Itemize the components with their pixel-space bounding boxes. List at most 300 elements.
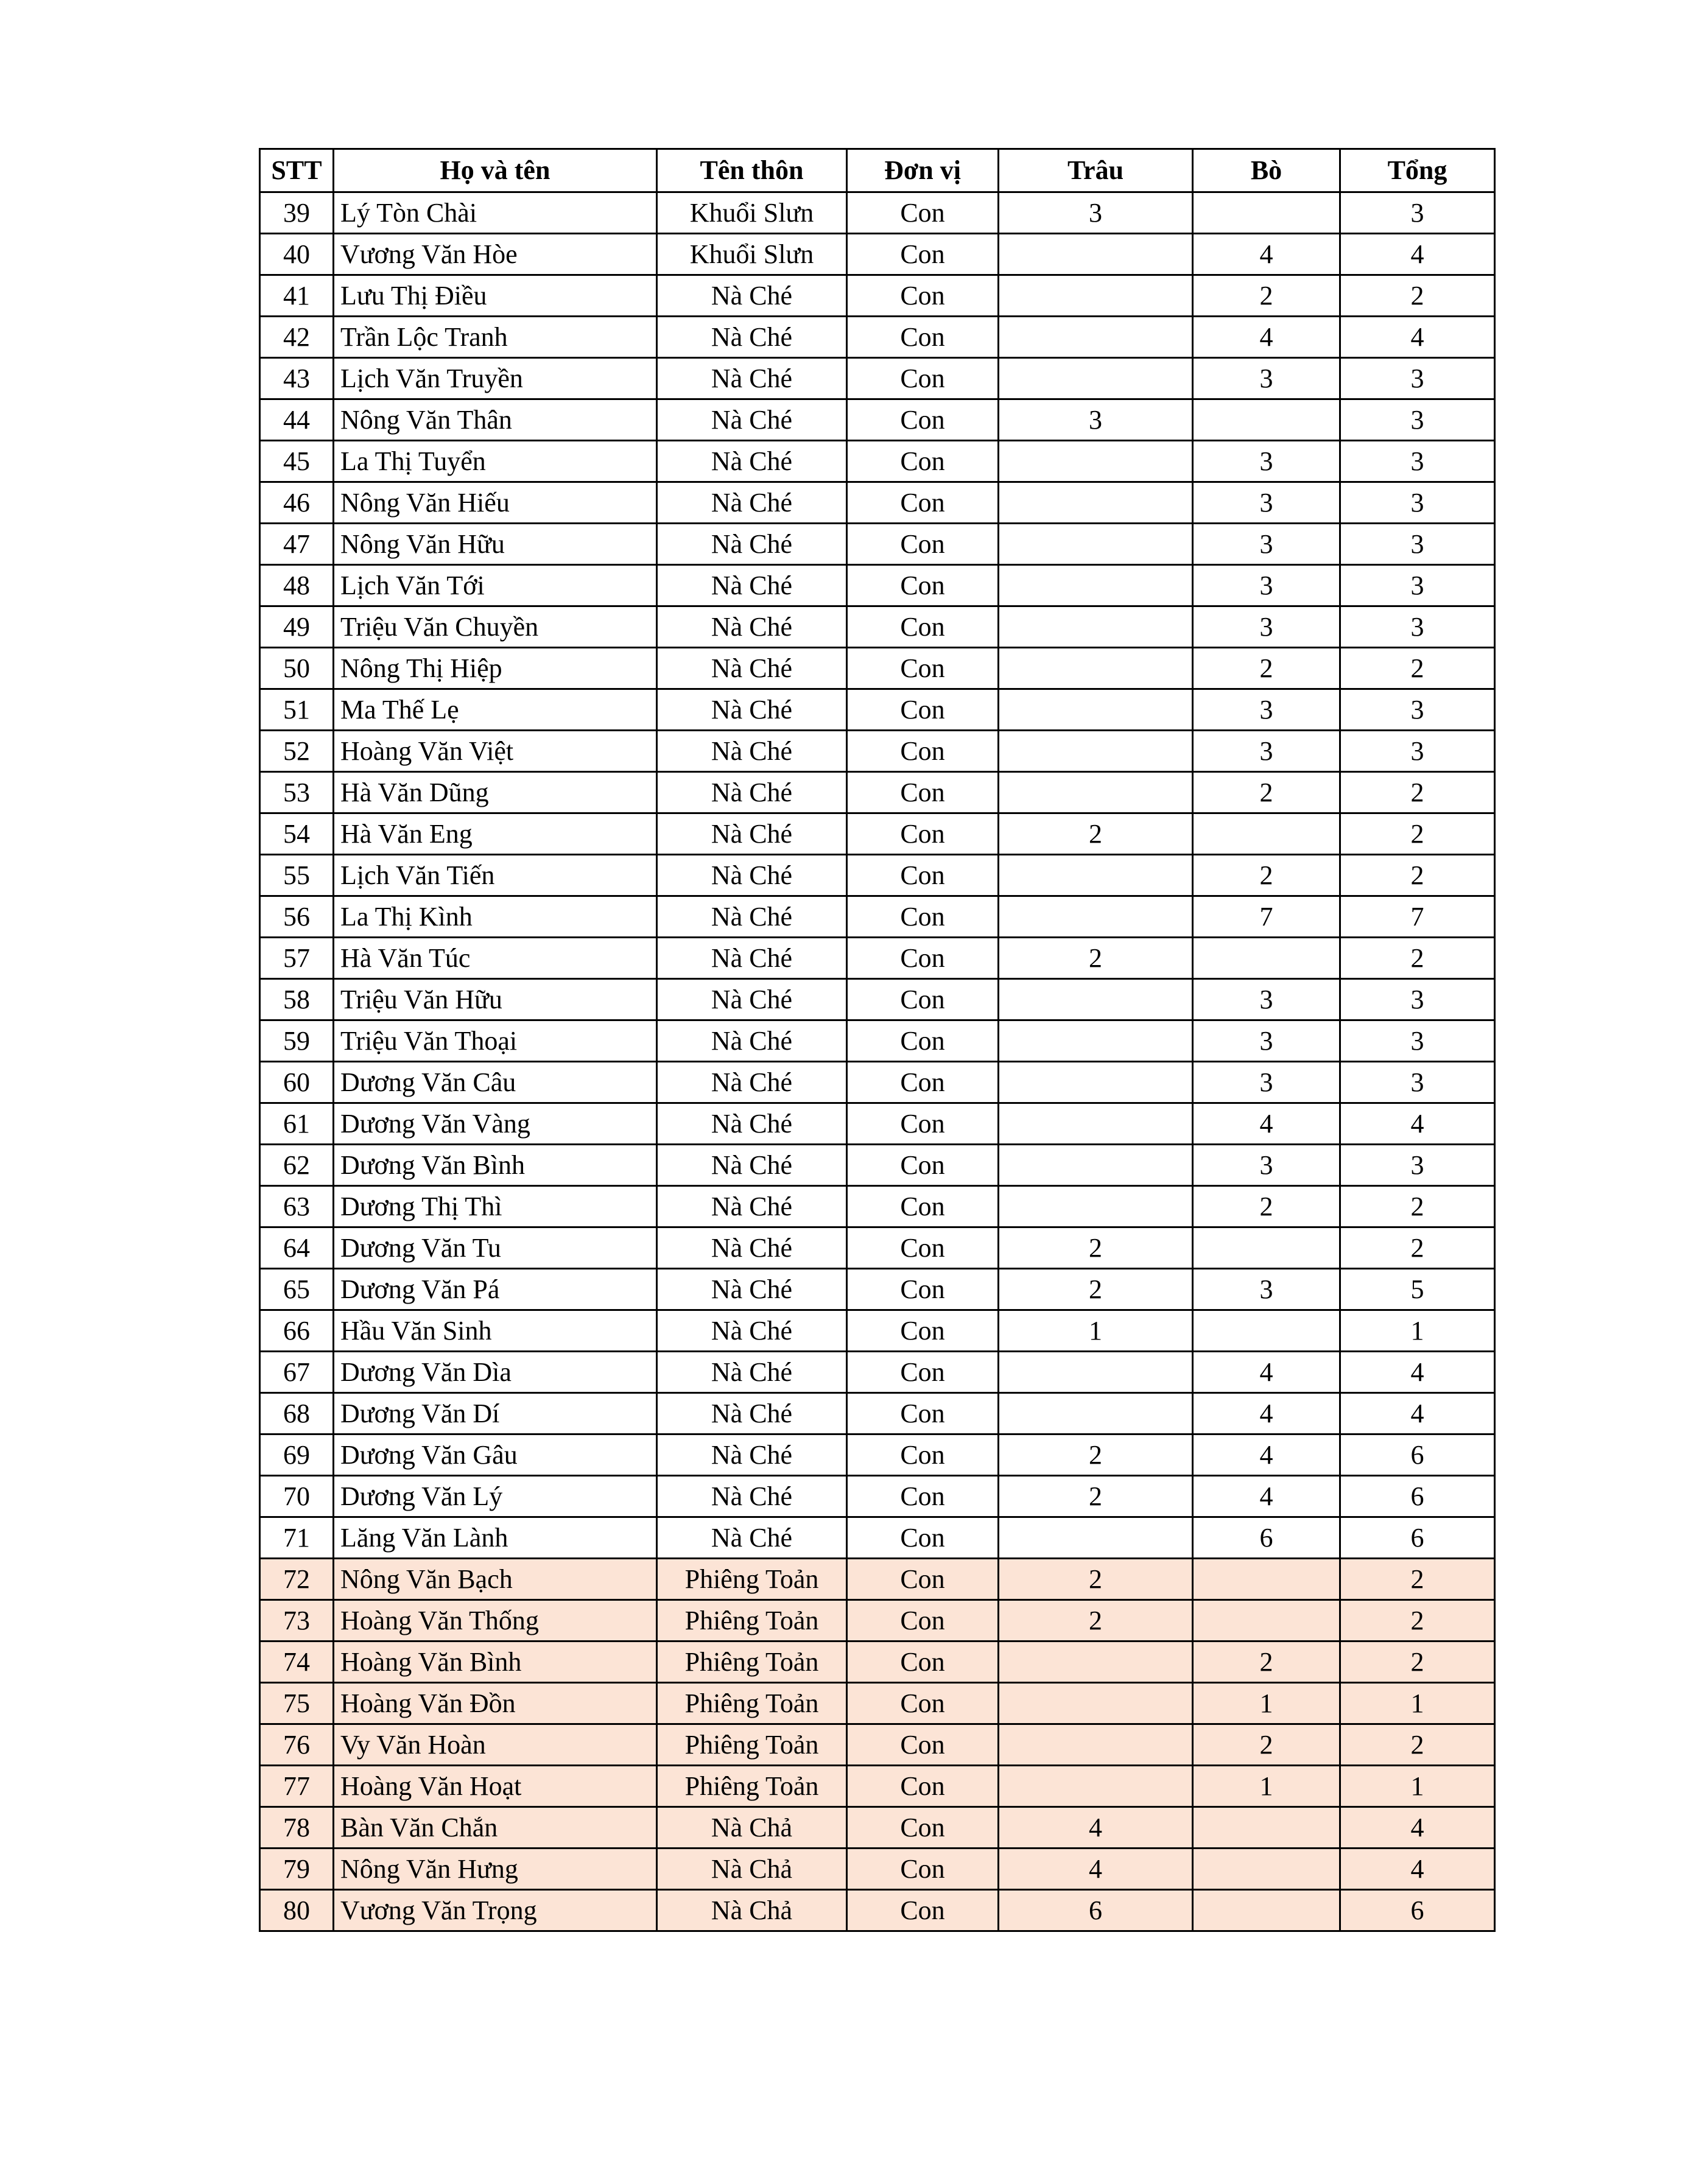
table-row (260, 1642, 1495, 1683)
cell-cow: 2 (1193, 1186, 1340, 1227)
cell-name: Lăng Văn Lành (334, 1517, 657, 1559)
table-row (260, 1600, 1495, 1642)
cell-buffalo: 4 (999, 1849, 1193, 1890)
cell-name: Dương Văn Pá (334, 1269, 657, 1310)
cell-village: Nà Ché (657, 1145, 847, 1186)
cell-total: 4 (1340, 317, 1495, 358)
cell-name: Lý Tòn Chài (334, 192, 657, 234)
cell-stt: 62 (260, 1145, 334, 1186)
cell-village: Nà Ché (657, 275, 847, 317)
cell-name: Hoàng Văn Hoạt (334, 1766, 657, 1807)
cell-village: Khuổi Slưn (657, 192, 847, 234)
cell-unit: Con (847, 1849, 999, 1890)
cell-total: 7 (1340, 896, 1495, 938)
cell-village: Nà Ché (657, 399, 847, 441)
cell-cow: 4 (1193, 234, 1340, 275)
cell-stt: 51 (260, 689, 334, 731)
cell-total: 4 (1340, 1352, 1495, 1393)
cell-name: Triệu Văn Thoại (334, 1020, 657, 1062)
cell-total: 2 (1340, 1642, 1495, 1683)
cell-unit: Con (847, 565, 999, 606)
cell-total: 2 (1340, 938, 1495, 979)
cell-buffalo: 2 (999, 813, 1193, 855)
cell-buffalo (999, 1683, 1193, 1724)
cell-stt: 72 (260, 1559, 334, 1600)
table-row (260, 1393, 1495, 1434)
cell-buffalo (999, 524, 1193, 565)
cell-total: 4 (1340, 1103, 1495, 1145)
cell-buffalo (999, 1103, 1193, 1145)
cell-stt: 47 (260, 524, 334, 565)
cell-unit: Con (847, 1600, 999, 1642)
cell-total: 3 (1340, 565, 1495, 606)
cell-cow: 1 (1193, 1683, 1340, 1724)
cell-total: 6 (1340, 1517, 1495, 1559)
cell-total: 6 (1340, 1434, 1495, 1476)
cell-village: Nà Ché (657, 813, 847, 855)
cell-total: 5 (1340, 1269, 1495, 1310)
table-row (260, 192, 1495, 234)
cell-name: Hoàng Văn Đồn (334, 1683, 657, 1724)
cell-name: Dương Văn Dìa (334, 1352, 657, 1393)
cell-stt: 69 (260, 1434, 334, 1476)
cell-unit: Con (847, 979, 999, 1020)
livestock-table (259, 148, 1496, 1932)
cell-total: 6 (1340, 1476, 1495, 1517)
cell-stt: 70 (260, 1476, 334, 1517)
cell-name: Lịch Văn Tới (334, 565, 657, 606)
cell-stt: 55 (260, 855, 334, 896)
table-row (260, 1890, 1495, 1931)
cell-stt: 54 (260, 813, 334, 855)
cell-buffalo: 2 (999, 1434, 1193, 1476)
cell-buffalo: 2 (999, 1476, 1193, 1517)
cell-stt: 56 (260, 896, 334, 938)
cell-cow: 3 (1193, 731, 1340, 772)
table-row (260, 896, 1495, 938)
cell-village: Nà Ché (657, 358, 847, 399)
cell-village: Nà Ché (657, 317, 847, 358)
cell-stt: 39 (260, 192, 334, 234)
cell-stt: 76 (260, 1724, 334, 1766)
cell-name: Nông Văn Hữu (334, 524, 657, 565)
table-row (260, 1269, 1495, 1310)
cell-stt: 67 (260, 1352, 334, 1393)
cell-village: Nà Ché (657, 731, 847, 772)
cell-village: Nà Chả (657, 1890, 847, 1931)
cell-cow: 3 (1193, 1020, 1340, 1062)
table-row (260, 482, 1495, 524)
cell-buffalo (999, 979, 1193, 1020)
cell-cow: 3 (1193, 1145, 1340, 1186)
cell-buffalo (999, 731, 1193, 772)
cell-stt: 77 (260, 1766, 334, 1807)
cell-unit: Con (847, 1269, 999, 1310)
cell-name: La Thị Tuyển (334, 441, 657, 482)
cell-name: Dương Văn Dí (334, 1393, 657, 1434)
cell-stt: 75 (260, 1683, 334, 1724)
table-row (260, 275, 1495, 317)
cell-unit: Con (847, 1476, 999, 1517)
table-row (260, 1766, 1495, 1807)
cell-total: 2 (1340, 855, 1495, 896)
cell-name: Nông Văn Bạch (334, 1559, 657, 1600)
cell-cow: 7 (1193, 896, 1340, 938)
cell-name: Dương Văn Câu (334, 1062, 657, 1103)
cell-village: Nà Ché (657, 1476, 847, 1517)
cell-village: Nà Ché (657, 648, 847, 689)
cell-total: 2 (1340, 813, 1495, 855)
cell-name: Lịch Văn Tiến (334, 855, 657, 896)
cell-buffalo (999, 896, 1193, 938)
cell-total: 3 (1340, 689, 1495, 731)
cell-unit: Con (847, 1227, 999, 1269)
cell-stt: 58 (260, 979, 334, 1020)
cell-stt: 74 (260, 1642, 334, 1683)
cell-cow: 4 (1193, 1434, 1340, 1476)
cell-unit: Con (847, 938, 999, 979)
cell-cow (1193, 1600, 1340, 1642)
cell-village: Nà Chả (657, 1807, 847, 1849)
cell-stt: 49 (260, 606, 334, 648)
cell-village: Nà Ché (657, 896, 847, 938)
cell-total: 4 (1340, 1807, 1495, 1849)
cell-buffalo: 6 (999, 1890, 1193, 1931)
cell-stt: 43 (260, 358, 334, 399)
cell-stt: 59 (260, 1020, 334, 1062)
cell-total: 3 (1340, 441, 1495, 482)
cell-total: 3 (1340, 979, 1495, 1020)
cell-name: Hà Văn Túc (334, 938, 657, 979)
cell-buffalo (999, 234, 1193, 275)
cell-cow: 3 (1193, 979, 1340, 1020)
cell-stt: 50 (260, 648, 334, 689)
cell-stt: 45 (260, 441, 334, 482)
cell-buffalo (999, 275, 1193, 317)
cell-unit: Con (847, 524, 999, 565)
cell-buffalo (999, 1517, 1193, 1559)
cell-unit: Con (847, 275, 999, 317)
cell-cow (1193, 192, 1340, 234)
cell-village: Nà Ché (657, 938, 847, 979)
table-row (260, 1103, 1495, 1145)
cell-cow: 2 (1193, 772, 1340, 813)
cell-total: 3 (1340, 358, 1495, 399)
cell-unit: Con (847, 1062, 999, 1103)
cell-cow (1193, 1849, 1340, 1890)
cell-cow: 2 (1193, 275, 1340, 317)
cell-stt: 71 (260, 1517, 334, 1559)
cell-unit: Con (847, 1103, 999, 1145)
cell-village: Phiêng Toản (657, 1642, 847, 1683)
cell-village: Nà Ché (657, 524, 847, 565)
cell-name: Vy Văn Hoàn (334, 1724, 657, 1766)
cell-unit: Con (847, 855, 999, 896)
cell-village: Phiêng Toản (657, 1559, 847, 1600)
cell-total: 3 (1340, 606, 1495, 648)
cell-total: 2 (1340, 1724, 1495, 1766)
cell-cow (1193, 1227, 1340, 1269)
table-row (260, 979, 1495, 1020)
cell-total: 2 (1340, 1559, 1495, 1600)
cell-buffalo: 4 (999, 1807, 1193, 1849)
cell-stt: 53 (260, 772, 334, 813)
cell-total: 2 (1340, 275, 1495, 317)
cell-total: 2 (1340, 1600, 1495, 1642)
cell-unit: Con (847, 1807, 999, 1849)
cell-unit: Con (847, 1310, 999, 1352)
cell-buffalo (999, 772, 1193, 813)
cell-name: Dương Văn Bình (334, 1145, 657, 1186)
cell-cow (1193, 1890, 1340, 1931)
table-row (260, 358, 1495, 399)
cell-village: Nà Ché (657, 482, 847, 524)
cell-unit: Con (847, 441, 999, 482)
table-row (260, 1476, 1495, 1517)
cell-cow: 3 (1193, 358, 1340, 399)
cell-cow (1193, 399, 1340, 441)
cell-cow: 3 (1193, 689, 1340, 731)
cell-stt: 78 (260, 1807, 334, 1849)
table-row (260, 813, 1495, 855)
cell-buffalo (999, 358, 1193, 399)
table-row (260, 1227, 1495, 1269)
cell-total: 6 (1340, 1890, 1495, 1931)
cell-stt: 52 (260, 731, 334, 772)
cell-stt: 40 (260, 234, 334, 275)
table-row (260, 1724, 1495, 1766)
cell-total: 4 (1340, 1393, 1495, 1434)
cell-village: Nà Ché (657, 1186, 847, 1227)
cell-cow (1193, 1310, 1340, 1352)
cell-stt: 57 (260, 938, 334, 979)
cell-buffalo: 2 (999, 1227, 1193, 1269)
cell-name: Dương Văn Lý (334, 1476, 657, 1517)
table-row (260, 1683, 1495, 1724)
cell-buffalo (999, 1393, 1193, 1434)
cell-total: 1 (1340, 1766, 1495, 1807)
cell-buffalo: 2 (999, 1269, 1193, 1310)
cell-buffalo (999, 1642, 1193, 1683)
cell-village: Nà Ché (657, 1393, 847, 1434)
cell-cow: 4 (1193, 1476, 1340, 1517)
cell-stt: 65 (260, 1269, 334, 1310)
cell-buffalo (999, 855, 1193, 896)
cell-buffalo (999, 1020, 1193, 1062)
cell-cow: 3 (1193, 482, 1340, 524)
cell-stt: 46 (260, 482, 334, 524)
table-row (260, 1310, 1495, 1352)
cell-buffalo (999, 482, 1193, 524)
cell-unit: Con (847, 606, 999, 648)
cell-cow: 4 (1193, 317, 1340, 358)
cell-stt: 63 (260, 1186, 334, 1227)
cell-village: Khuổi Slưn (657, 234, 847, 275)
cell-village: Nà Ché (657, 772, 847, 813)
cell-unit: Con (847, 482, 999, 524)
cell-total: 2 (1340, 1186, 1495, 1227)
cell-name: Hoàng Văn Thống (334, 1600, 657, 1642)
cell-name: Dương Văn Tu (334, 1227, 657, 1269)
table-row (260, 1434, 1495, 1476)
cell-unit: Con (847, 234, 999, 275)
cell-name: Dương Thị Thì (334, 1186, 657, 1227)
header-village: Tên thôn (657, 149, 847, 192)
cell-village: Nà Ché (657, 1103, 847, 1145)
cell-unit: Con (847, 358, 999, 399)
cell-unit: Con (847, 1186, 999, 1227)
cell-total: 3 (1340, 1020, 1495, 1062)
cell-buffalo (999, 317, 1193, 358)
cell-stt: 64 (260, 1227, 334, 1269)
cell-buffalo (999, 441, 1193, 482)
cell-cow (1193, 1559, 1340, 1600)
cell-stt: 48 (260, 565, 334, 606)
header-stt: STT (260, 149, 334, 192)
cell-name: Hoàng Văn Việt (334, 731, 657, 772)
table-row (260, 399, 1495, 441)
cell-village: Nà Ché (657, 1310, 847, 1352)
cell-total: 2 (1340, 772, 1495, 813)
cell-cow (1193, 1807, 1340, 1849)
cell-name: Dương Văn Vàng (334, 1103, 657, 1145)
cell-village: Nà Ché (657, 565, 847, 606)
cell-unit: Con (847, 1352, 999, 1393)
cell-unit: Con (847, 1724, 999, 1766)
cell-buffalo (999, 606, 1193, 648)
cell-name: Ma Thế Lẹ (334, 689, 657, 731)
table-row (260, 731, 1495, 772)
cell-stt: 41 (260, 275, 334, 317)
cell-stt: 66 (260, 1310, 334, 1352)
cell-buffalo: 1 (999, 1310, 1193, 1352)
cell-buffalo: 3 (999, 192, 1193, 234)
cell-village: Nà Ché (657, 689, 847, 731)
cell-cow: 2 (1193, 1724, 1340, 1766)
table-row (260, 1807, 1495, 1849)
cell-unit: Con (847, 192, 999, 234)
table-row (260, 938, 1495, 979)
cell-buffalo (999, 1145, 1193, 1186)
cell-village: Nà Ché (657, 441, 847, 482)
header-name: Họ và tên (334, 149, 657, 192)
cell-unit: Con (847, 1145, 999, 1186)
cell-stt: 68 (260, 1393, 334, 1434)
cell-cow: 3 (1193, 565, 1340, 606)
cell-name: Hà Văn Dũng (334, 772, 657, 813)
table-row (260, 1145, 1495, 1186)
table-row (260, 648, 1495, 689)
table-row (260, 524, 1495, 565)
header-cow: Bò (1193, 149, 1340, 192)
cell-unit: Con (847, 1559, 999, 1600)
cell-unit: Con (847, 1434, 999, 1476)
cell-buffalo: 2 (999, 1600, 1193, 1642)
table-row (260, 1352, 1495, 1393)
cell-cow: 3 (1193, 441, 1340, 482)
header-total: Tổng (1340, 149, 1495, 192)
cell-village: Nà Ché (657, 1062, 847, 1103)
table-row (260, 565, 1495, 606)
cell-name: Lưu Thị Điều (334, 275, 657, 317)
table-row (260, 1517, 1495, 1559)
cell-village: Nà Ché (657, 979, 847, 1020)
cell-name: Nông Văn Thân (334, 399, 657, 441)
cell-unit: Con (847, 648, 999, 689)
cell-cow: 1 (1193, 1766, 1340, 1807)
cell-name: Nông Văn Hưng (334, 1849, 657, 1890)
cell-unit: Con (847, 1683, 999, 1724)
cell-cow (1193, 813, 1340, 855)
cell-name: Trần Lộc Tranh (334, 317, 657, 358)
cell-stt: 61 (260, 1103, 334, 1145)
cell-unit: Con (847, 1642, 999, 1683)
cell-village: Nà Ché (657, 606, 847, 648)
table-row (260, 606, 1495, 648)
cell-name: Hoàng Văn Bình (334, 1642, 657, 1683)
cell-buffalo (999, 689, 1193, 731)
cell-unit: Con (847, 689, 999, 731)
cell-buffalo: 3 (999, 399, 1193, 441)
cell-buffalo: 2 (999, 938, 1193, 979)
cell-unit: Con (847, 813, 999, 855)
table-row (260, 855, 1495, 896)
cell-cow: 2 (1193, 648, 1340, 689)
cell-cow: 4 (1193, 1103, 1340, 1145)
cell-total: 3 (1340, 731, 1495, 772)
cell-village: Nà Ché (657, 855, 847, 896)
cell-name: Triệu Văn Hữu (334, 979, 657, 1020)
cell-stt: 60 (260, 1062, 334, 1103)
cell-village: Nà Ché (657, 1020, 847, 1062)
cell-buffalo (999, 1724, 1193, 1766)
cell-stt: 44 (260, 399, 334, 441)
cell-total: 3 (1340, 192, 1495, 234)
table-row (260, 689, 1495, 731)
cell-name: Lịch Văn Truyền (334, 358, 657, 399)
cell-village: Nà Ché (657, 1517, 847, 1559)
table-row (260, 234, 1495, 275)
cell-village: Phiêng Toản (657, 1766, 847, 1807)
table-row (260, 1849, 1495, 1890)
cell-unit: Con (847, 1766, 999, 1807)
cell-stt: 42 (260, 317, 334, 358)
cell-cow: 6 (1193, 1517, 1340, 1559)
table-row (260, 1559, 1495, 1600)
cell-village: Phiêng Toản (657, 1600, 847, 1642)
cell-total: 3 (1340, 1145, 1495, 1186)
cell-village: Nà Ché (657, 1269, 847, 1310)
cell-total: 1 (1340, 1683, 1495, 1724)
cell-buffalo (999, 1352, 1193, 1393)
cell-unit: Con (847, 772, 999, 813)
header-buffalo: Trâu (999, 149, 1193, 192)
cell-total: 4 (1340, 1849, 1495, 1890)
cell-unit: Con (847, 399, 999, 441)
cell-stt: 73 (260, 1600, 334, 1642)
cell-village: Nà Chả (657, 1849, 847, 1890)
cell-village: Nà Ché (657, 1352, 847, 1393)
cell-village: Nà Ché (657, 1227, 847, 1269)
cell-unit: Con (847, 317, 999, 358)
table-row (260, 441, 1495, 482)
cell-total: 2 (1340, 648, 1495, 689)
cell-stt: 79 (260, 1849, 334, 1890)
cell-buffalo (999, 1766, 1193, 1807)
table-body (260, 192, 1495, 1931)
cell-total: 4 (1340, 234, 1495, 275)
cell-unit: Con (847, 1020, 999, 1062)
